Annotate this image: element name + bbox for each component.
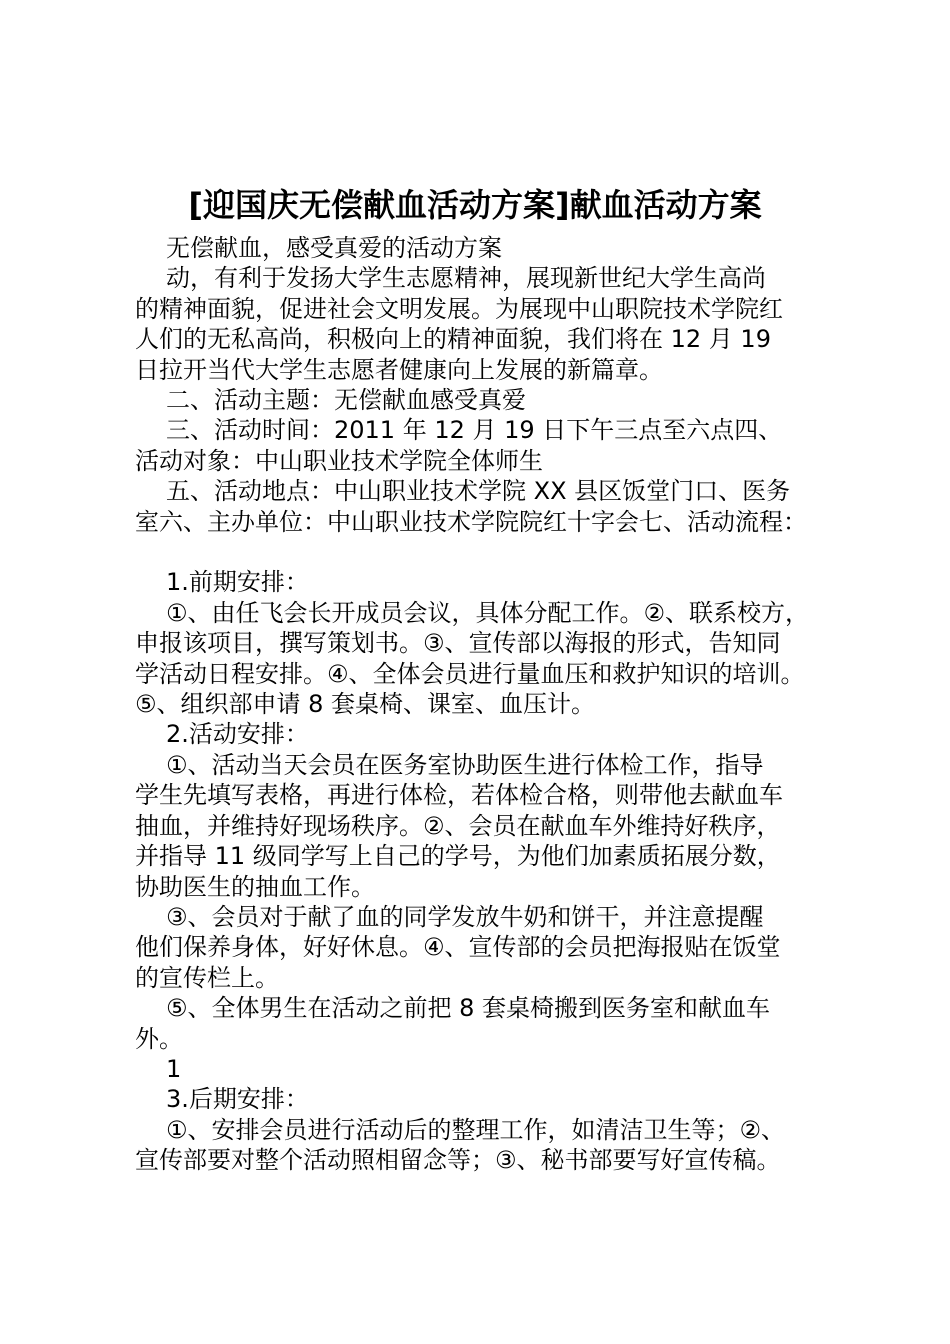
paragraph-line: ⑤、组织部申请 8 套桌椅、课室、血压计。 <box>135 690 596 719</box>
section-heading: 1.前期安排： <box>166 568 309 597</box>
document-body <box>135 233 855 1176</box>
document-title: [迎国庆无偿献血活动方案]献血活动方案 <box>188 186 762 224</box>
paragraph-line: 无偿献血，感受真爱的活动方案 <box>166 234 502 262</box>
paragraph-line: 室六、主办单位：中山职业技术学院院红十字会七、活动流程： <box>135 507 807 536</box>
paragraph-line: ①、由任飞会长开成员会议，具体分配工作。②、联系校方， <box>166 598 810 627</box>
paragraph-line: 协助医生的抽血工作。 <box>135 872 375 901</box>
paragraph-line: 并指导 11 级同学写上自己的学号，为他们加素质拓展分数， <box>135 842 781 871</box>
paragraph-line: ⑤、全体男生在活动之前把 8 套桌椅搬到医务室和献血车 <box>166 994 771 1023</box>
paragraph-line: ③、会员对于献了血的同学发放牛奶和饼干，并注意提醒 <box>166 902 764 931</box>
paragraph-line: 学生先填写表格，再进行体检，若体检合格，则带他去献血车 <box>135 781 783 810</box>
paragraph-line: 人们的无私高尚，积极向上的精神面貌，我们将在 12 月 19 <box>135 325 771 354</box>
paragraph-line: 三、活动时间：2011 年 12 月 19 日下午三点至六点四、 <box>166 416 783 445</box>
blank-line <box>135 537 855 567</box>
paragraph-line: ①、安排会员进行活动后的整理工作，如清洁卫生等；②、 <box>166 1115 786 1144</box>
paragraph-line: 动，有利于发扬大学生志愿精神，展现新世纪大学生高尚 <box>166 264 766 293</box>
page-number: 1 <box>166 1054 182 1083</box>
paragraph-line: 宣传部要对整个活动照相留念等；③、秘书部要写好宣传稿。 <box>135 1146 781 1175</box>
paragraph-line: 的精神面貌，促进社会文明发展。为展现中山职院技术学院红 <box>135 294 783 323</box>
paragraph-line: 外。 <box>135 1024 183 1053</box>
section-heading: 2.活动安排： <box>166 720 309 749</box>
section-heading: 3.后期安排： <box>166 1085 309 1114</box>
paragraph-line: 学活动日程安排。④、全体会员进行量血压和救护知识的培训。 <box>135 659 805 688</box>
paragraph-line: 他们保养身体，好好休息。④、宣传部的会员把海报贴在饭堂 <box>135 933 781 962</box>
paragraph-line: 五、活动地点：中山职业技术学院 XX 县区饭堂门口、医务 <box>166 477 791 506</box>
paragraph-line: 二、活动主题：无偿献血感受真爱 <box>166 386 526 415</box>
paragraph-line: 抽血，并维持好现场秩序。②、会员在献血车外维持好秩序， <box>135 811 781 840</box>
paragraph-line: 的宣传栏上。 <box>135 963 279 992</box>
paragraph-line: 活动对象：中山职业技术学院全体师生 <box>135 446 543 475</box>
paragraph-line: ①、活动当天会员在医务室协助医生进行体检工作，指导 <box>166 750 764 779</box>
paragraph-line: 申报该项目，撰写策划书。③、宣传部以海报的形式，告知同 <box>135 629 781 658</box>
paragraph-line: 日拉开当代大学生志愿者健康向上发展的新篇章。 <box>135 355 663 384</box>
